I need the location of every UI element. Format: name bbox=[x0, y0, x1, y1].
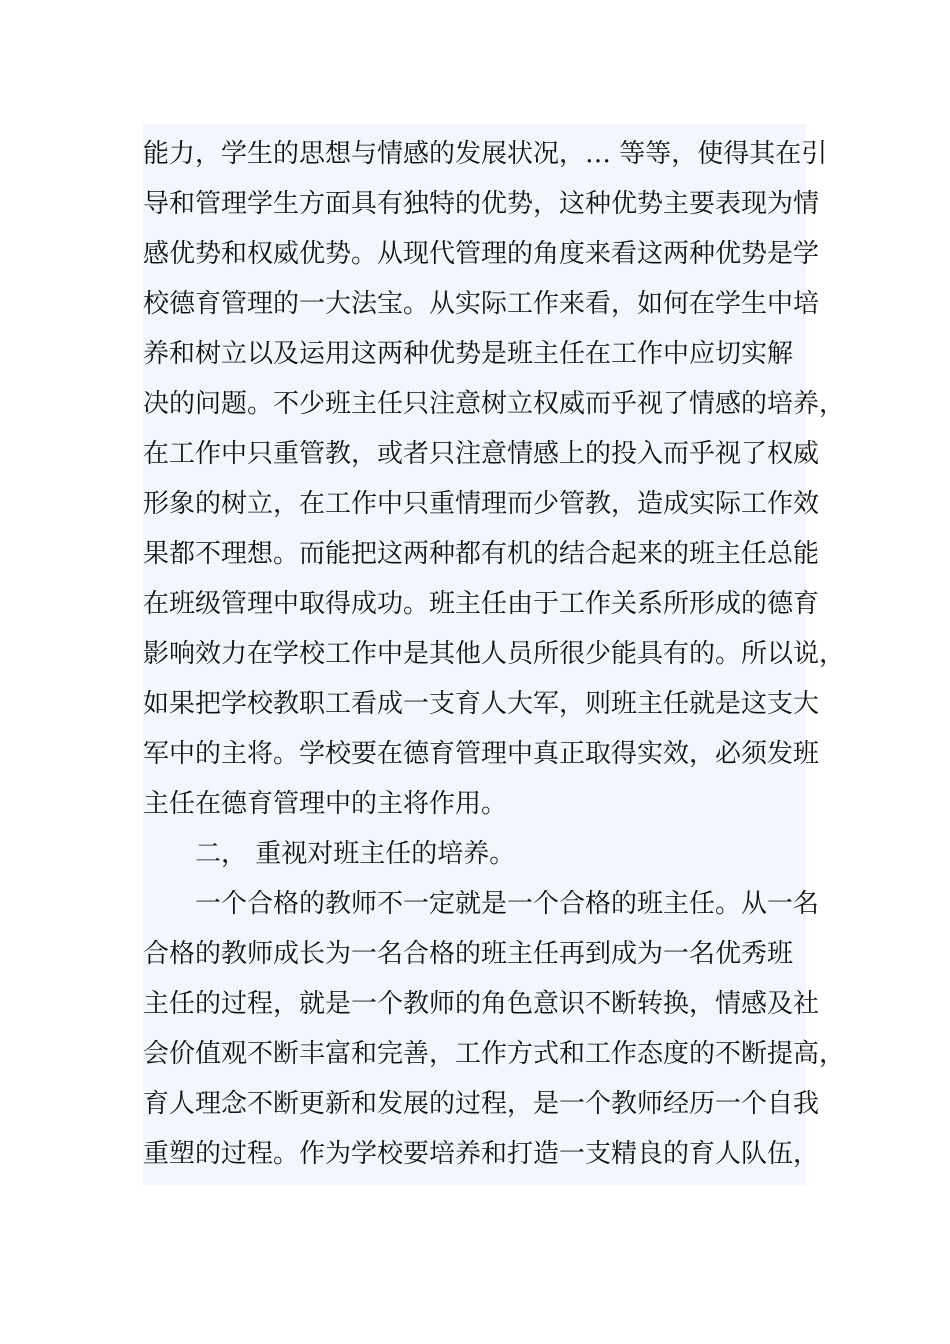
text-line: 主任的过程，就是一个教师的角色意识不断转换，情感及社 bbox=[143, 989, 820, 1019]
text-line: 如果把学校教职工看成一支育人大军，则班主任就是这支大 bbox=[143, 689, 820, 719]
text-line: 在工作中只重管教，或者只注意情感上的投入而乎视了权威 bbox=[143, 439, 820, 469]
section-heading: 二， 重视对班主任的培养。 bbox=[143, 839, 516, 869]
text-line: 形象的树立，在工作中只重情理而少管教，造成实际工作效 bbox=[143, 489, 820, 519]
text-line: 导和管理学生方面具有独特的优势，这种优势主要表现为情 bbox=[143, 189, 820, 219]
text-line: 重塑的过程。作为学校要培养和打造一支精良的育人队伍， bbox=[143, 1139, 820, 1169]
text-line: 果都不理想。而能把这两种都有机的结合起来的班主任总能 bbox=[143, 539, 820, 569]
text-line: 影响效力在学校工作中是其他人员所很少能具有的。所以说， bbox=[143, 639, 846, 669]
text-line: 养和树立以及运用这两种优势是班主任在工作中应切实解 bbox=[143, 339, 794, 369]
text-line: 育人理念不断更新和发展的过程，是一个教师经历一个自我 bbox=[143, 1089, 820, 1119]
text-line: 能力，学生的思想与情感的发展状况，… 等等，使得其在引 bbox=[143, 139, 828, 169]
text-line: 军中的主将。学校要在德育管理中真正取得实效，必须发班 bbox=[143, 739, 820, 769]
text-line: 校德育管理的一大法宝。从实际工作来看，如何在学生中培 bbox=[143, 289, 820, 319]
text-line: 合格的教师成长为一名合格的班主任再到成为一名优秀班 bbox=[143, 939, 794, 969]
text-line: 会价值观不断丰富和完善，工作方式和工作态度的不断提高， bbox=[143, 1039, 846, 1069]
text-line: 决的问题。不少班主任只注意树立权威而乎视了情感的培养， bbox=[143, 389, 846, 419]
text-line: 主任在德育管理中的主将作用。 bbox=[143, 789, 508, 819]
document-body bbox=[143, 124, 846, 1185]
text-line: 在班级管理中取得成功。班主任由于工作关系所形成的德育 bbox=[143, 589, 820, 619]
text-line: 感优势和权威优势。从现代管理的角度来看这两种优势是学 bbox=[143, 239, 820, 269]
text-line: 一个合格的教师不一定就是一个合格的班主任。从一名 bbox=[143, 889, 820, 919]
